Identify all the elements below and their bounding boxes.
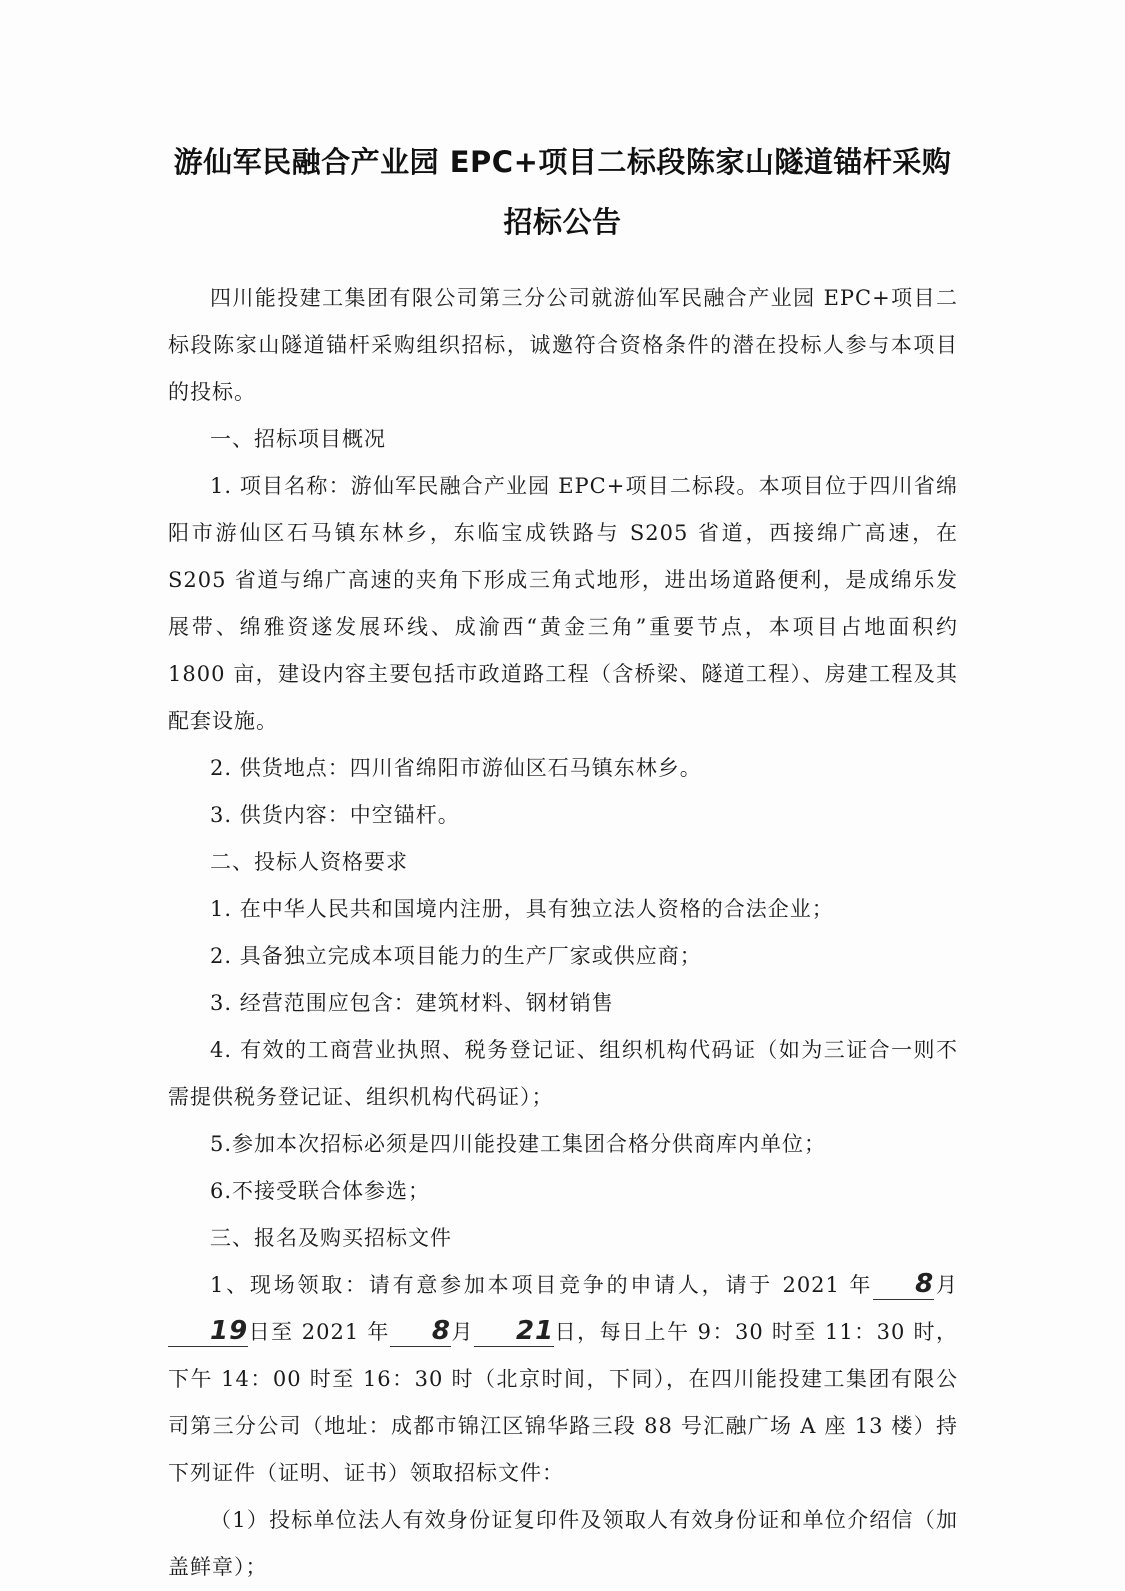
section1-item: 2. 供货地点：四川省绵阳市游仙区石马镇东林乡。 [210, 756, 702, 780]
section1-item: 3. 供货内容：中空锚杆。 [210, 803, 460, 827]
section2-item: 3. 经营范围应包含：建筑材料、钢材销售 [210, 991, 614, 1015]
onsite-suffix: 日，每日上午 9：30 时至 11：30 时，下午 14：00 时至 16：30 时（北京时间，下同），在四川能投建工集团有限公司第三分公司（地址：成都市锦江区锦华路三段 88 号汇融广场 A 座 13 楼）持下列证件（证明、证书）领取招标文件： [168, 1320, 959, 1485]
section2-item: 1. 在中华人民共和国境内注册，具有独立法人资格的合法企业； [210, 897, 834, 921]
intro-paragraph: 四川能投建工集团有限公司第三分公司就游仙军民融合产业园 EPC+项目二标段陈家山隧道锚杆采购组织招标，诚邀符合资格条件的潜在投标人参与本项目的投标。 [168, 286, 958, 404]
document-body [168, 275, 958, 1591]
onsite-to-label: 日至 2021 年 [248, 1320, 390, 1344]
section2-item: 2. 具备独立完成本项目能力的生产厂家或供应商； [210, 944, 702, 968]
section2-item: 6.不接受联合体参选； [210, 1179, 431, 1203]
document-title-line1: 游仙军民融合产业园 EPC+项目二标段陈家山隧道锚杆采购 [173, 145, 952, 179]
onsite-collection-paragraph [168, 1262, 958, 1497]
handwritten-month-start: 8 [873, 1269, 934, 1300]
document-title-line2: 招标公告 [503, 205, 622, 239]
section2-item: 4. 有效的工商营业执照、税务登记证、组织机构代码证（如为三证合一则不需提供税务登记证、组织机构代码证）； [168, 1038, 958, 1109]
onsite-month-label-2: 月 [450, 1320, 474, 1344]
handwritten-month-end: 8 [390, 1316, 451, 1347]
section1-item: 1. 项目名称：游仙军民融合产业园 EPC+项目二标段。本项目位于四川省绵阳市游仙区石马镇东林乡，东临宝成铁路与 S205 省道，西接绵广高速，在 S205 省道与绵广高速的夹角下形成三角式地形，进出场道路便利，是成绵乐发展带、绵雅资遂发展环线、成渝西“黄金三角”重要节点，本项目占地面积约 1800 亩，建设内容主要包括市政道路工程（含桥梁、隧道工程）、房建工程及其配套设施。 [168, 474, 958, 733]
handwritten-day-start: 19 [168, 1316, 248, 1347]
section3-item: （1）投标单位法人有效身份证复印件及领取人有效身份证和单位介绍信（加盖鲜章）； [168, 1508, 958, 1579]
section1-heading: 一、招标项目概况 [210, 427, 386, 451]
section2-item: 5.参加本次招标必须是四川能投建工集团合格分供商库内单位； [210, 1132, 827, 1156]
section2-heading: 二、投标人资格要求 [210, 850, 408, 874]
handwritten-day-end: 21 [474, 1316, 554, 1347]
onsite-prefix: 1、现场领取：请有意参加本项目竞争的申请人，请于 2021 年 [210, 1273, 874, 1297]
onsite-month-label: 月 [934, 1273, 959, 1297]
section3-heading: 三、报名及购买招标文件 [210, 1226, 452, 1250]
